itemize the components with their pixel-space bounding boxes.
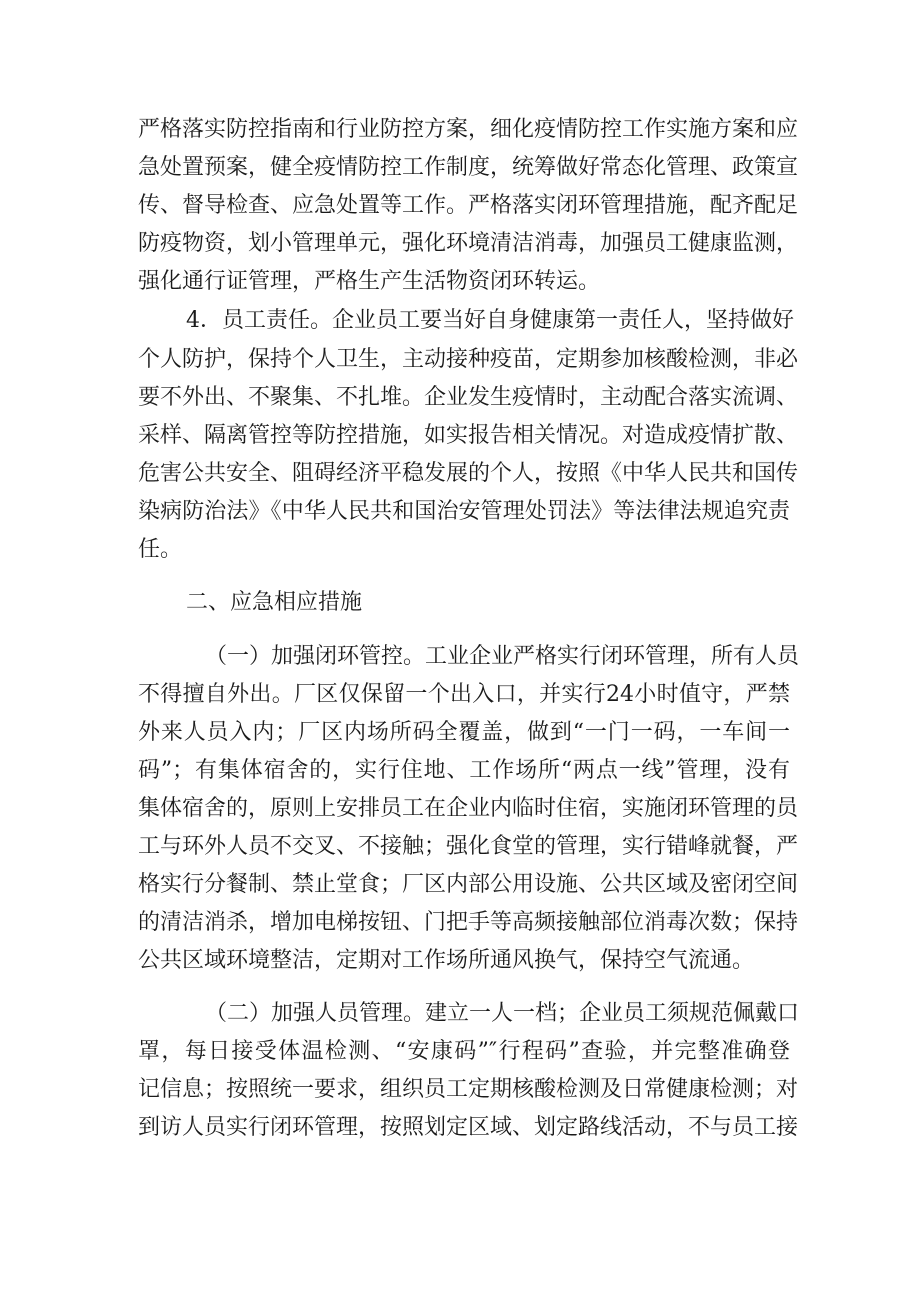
text-line-21: 的清洁消杀，增加电梯按钮、门把手等高频接触部位消毒次数；保持 xyxy=(138,910,799,935)
subsection-1-heading-line: （一）加强闭环管控。工业企业严格实行闭环管理，所有人员 xyxy=(205,644,800,669)
text-line-17: 码”；有集体宿舍的，实行住地、工作场所“两点一线”管理，没有 xyxy=(138,758,790,783)
text-line-5: 强化通行证管理，严格生产生活物资闭环转运。 xyxy=(138,269,601,294)
text-line-2: 急处置预案，健全疫情防控工作制度，统筹做好常态化管理、政策宣 xyxy=(138,155,799,180)
text-line-16: 外来人员入内；厂区内场所码全覆盖，做到“一门一码，一车间一 xyxy=(138,720,790,745)
text-line-1: 严格落实防控指南和行业防控方案，细化疫情防控工作实施方案和应 xyxy=(138,117,799,142)
section-heading: 二、应急相应措施 xyxy=(186,590,363,615)
text-line-11: 染病防治法》《中华人民共和国治安管理处罚法》等法律法规追究责 xyxy=(138,499,790,524)
text-line-9: 采样、隔离管控等防控措施，如实报告相关情况。对造成疫情扩散、 xyxy=(138,423,799,448)
text-line-22: 公共区域环境整洁，定期对工作场所通风换气，保持空气流通。 xyxy=(138,948,755,973)
text-line-8: 要不外出、不聚集、不扎堆。企业发生疫情时，主动配合落实流调、 xyxy=(138,385,799,410)
text-line-7: 个人防护，保持个人卫生，主动接种疫苗，定期参加核酸检测，非必 xyxy=(138,347,799,372)
text-line-19: 工与环外人员不交叉、不接触；强化食堂的管理，实行错峰就餐，严 xyxy=(138,834,799,859)
paragraph-4-heading-line: 4．员工责任。企业员工要当好自身健康第一责任人，坚持做好 xyxy=(186,308,794,333)
text-line-20: 格实行分餐制、禁止堂食；厂区内部公用设施、公共区域及密闭空间 xyxy=(138,872,799,897)
text-line-3: 传、督导检查、应急处置等工作。严格落实闭环管理措施，配齐配足 xyxy=(138,193,799,218)
text-line-18: 集体宿舍的，原则上安排员工在企业内临时住宿，实施闭环管理的员 xyxy=(138,796,799,821)
text-line-4: 防疫物资，划小管理单元，强化环境清洁消毒，加强员工健康监测， xyxy=(138,231,799,256)
text-line-12: 任。 xyxy=(138,537,183,562)
subsection-2-heading-line: （二）加强人员管理。建立一人一档；企业员工须规范佩戴口 xyxy=(205,1001,800,1026)
text-line-26: 到访人员实行闭环管理，按照划定区域、划定路线活动，不与员工接 xyxy=(138,1115,799,1140)
text-line-10: 危害公共安全、阻碍经济平稳发展的个人，按照《中华人民共和国传 xyxy=(138,461,799,486)
text-line-25: 记信息；按照统一要求，组织员工定期核酸检测及日常健康检测；对 xyxy=(138,1077,799,1102)
text-line-24: 罩，每日接受体温检测、“安康码”″行程码”查验，并完整准确登 xyxy=(138,1039,790,1064)
text-line-15: 不得擅自外出。厂区仅保留一个出入口，并实行24小时值守，严禁 xyxy=(138,682,790,707)
